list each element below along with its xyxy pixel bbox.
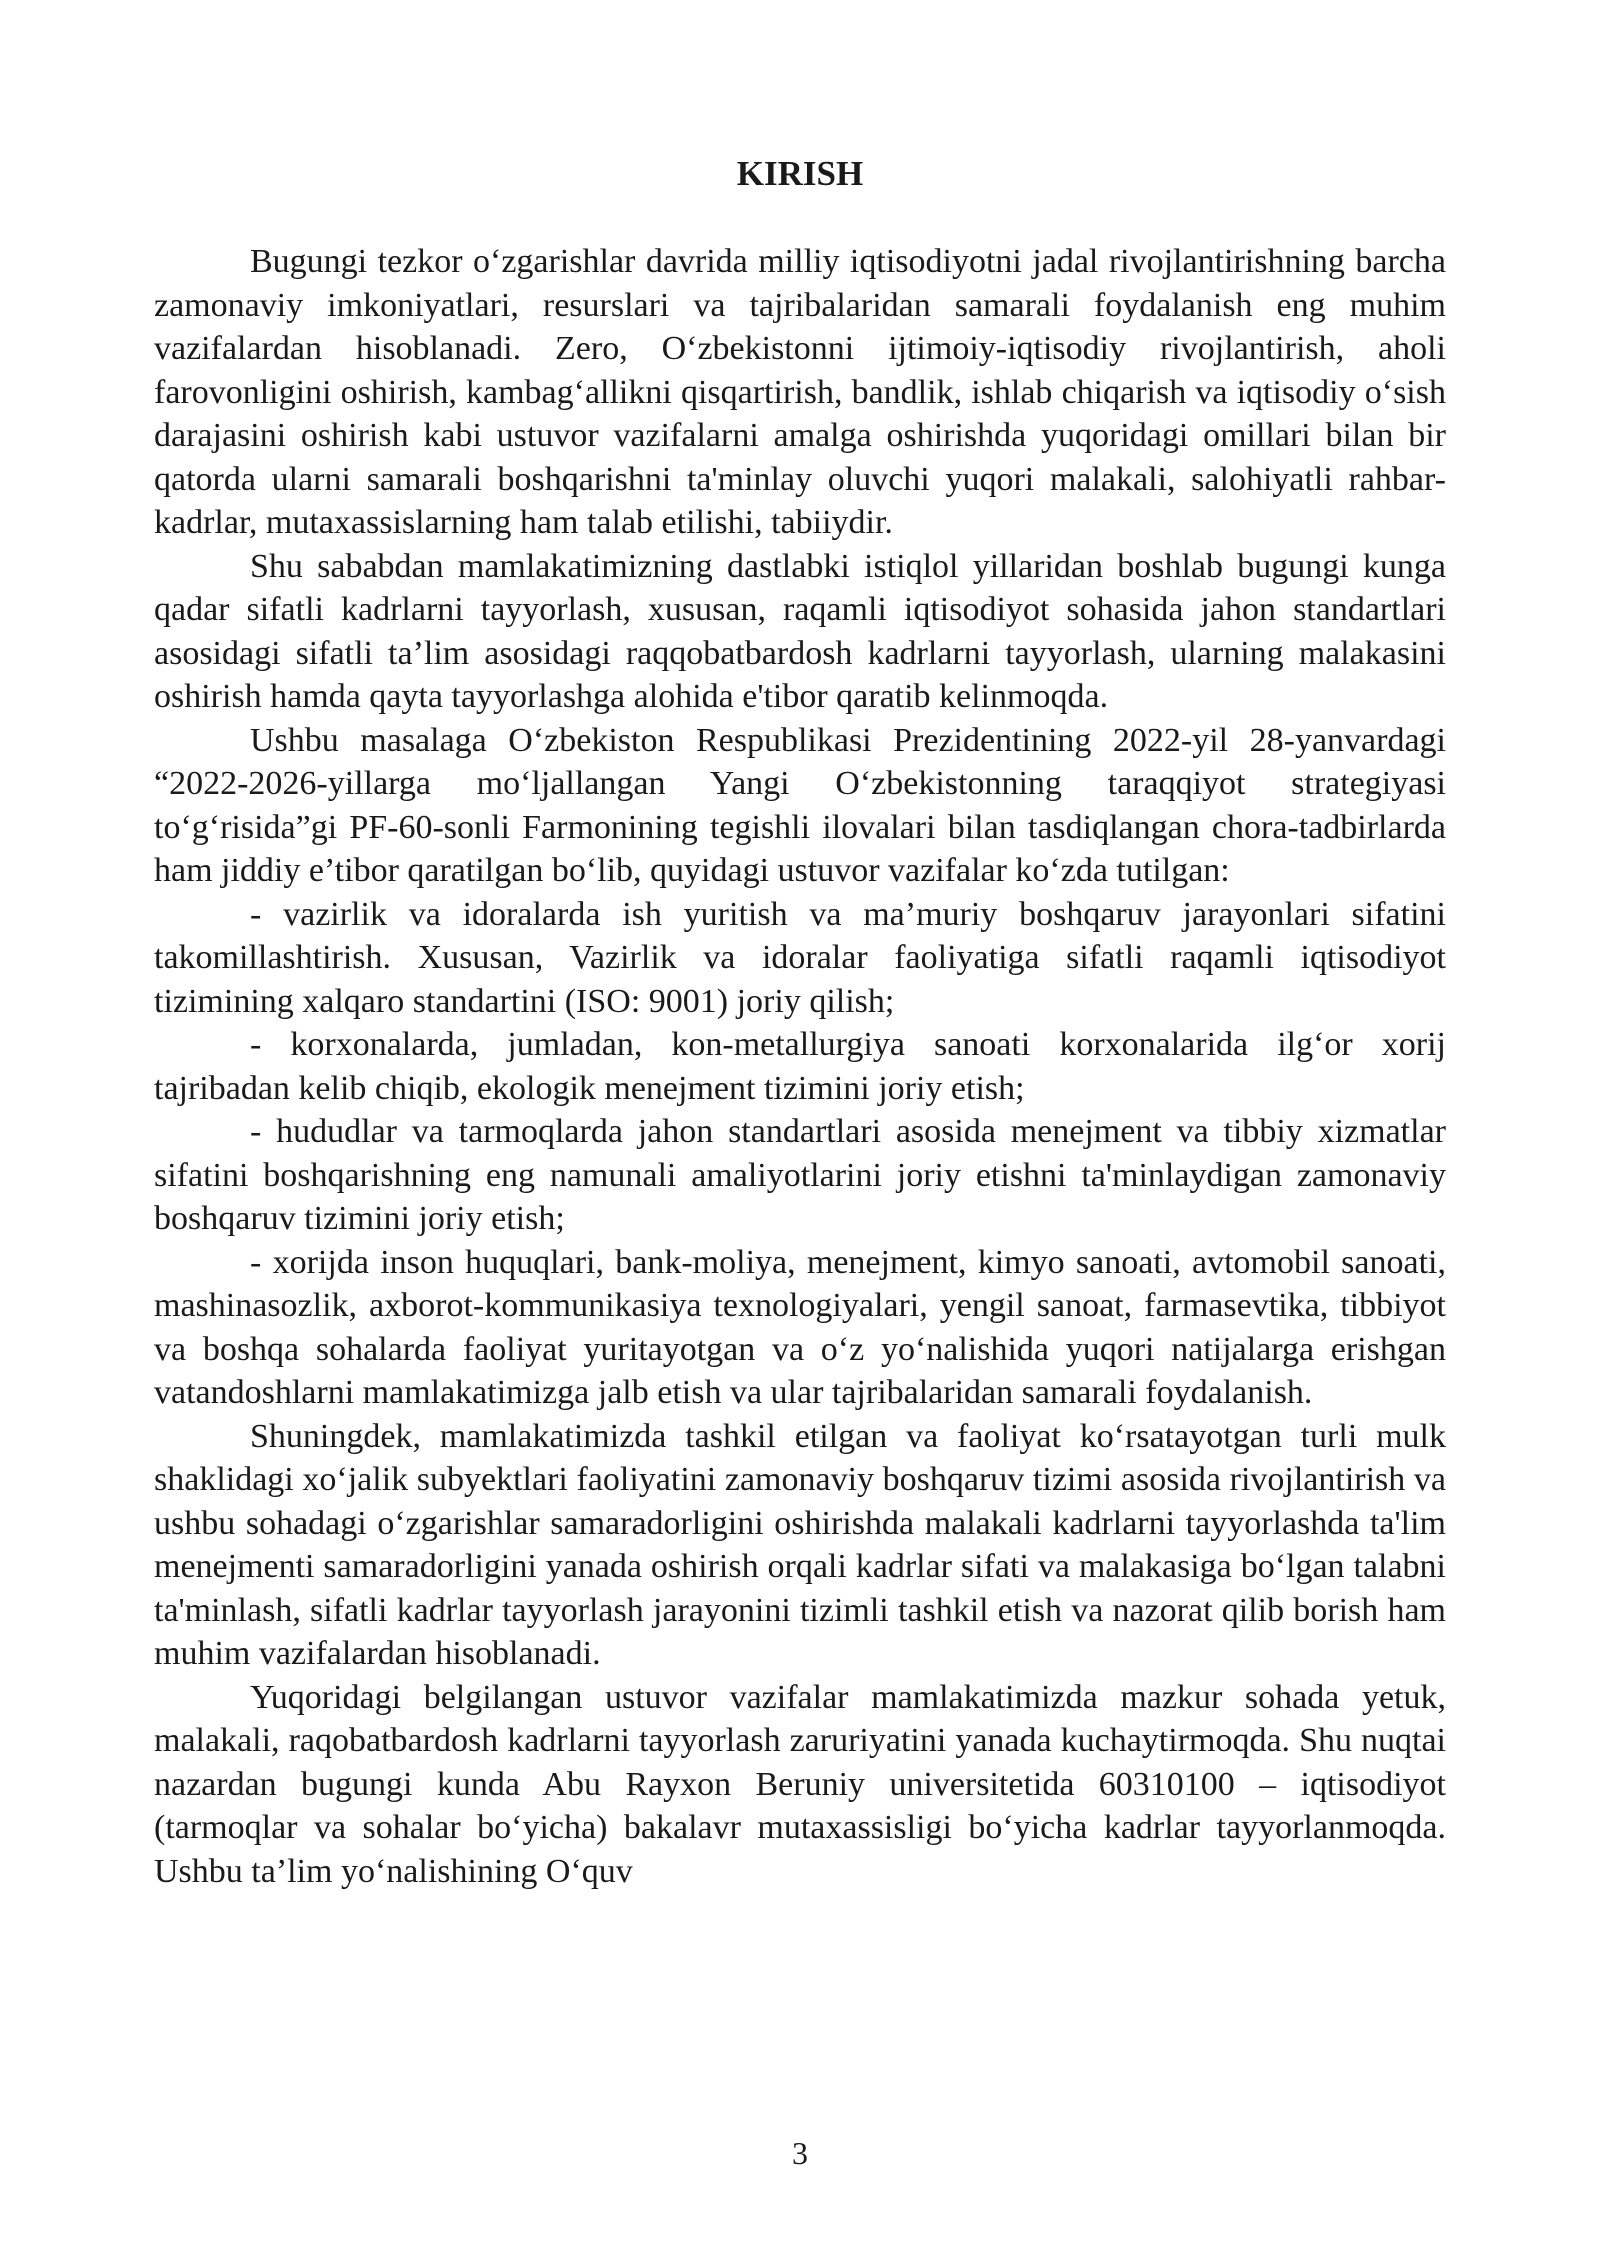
paragraph: Yuqoridagi belgilangan ustuvor vazifalar mamlakatimizda mazkur sohada yetuk, malakali, raqobatbardosh kadrlarni tayyorlash zaruriyatini yanada kuchaytirmoqda. Shu nuqtai nazardan bugungi kunda Abu Rayxon Beruniy universitetida 60310100 – iqtisodiyot (tarmoqlar va sohalar bo‘yicha) bakalavr mutaxassisligi bo‘yicha kadrlar tayyorlanmoqda. Ushbu ta’lim yo‘nalishining O‘quv: [154, 1678, 1446, 1890]
page-title: KIRISH: [736, 154, 864, 193]
paragraph: Shuningdek, mamlakatimizda tashkil etilgan va faoliyat ko‘rsatayotgan turli mulk shaklidagi xo‘jalik subyektlari faoliyatini zamonaviy boshqaruv tizimi asosida rivojlantirish va ushbu sohadagi o‘zgarishlar samaradorligini oshirishda malakali kadrlarni tayyorlashda ta'lim menejmenti samaradorligini yanada oshirish orqali kadrlar sifati va malakasiga bo‘lgan talabni ta'minlash, sifatli kadrlar tayyorlash jarayonini tizimli tashkil etish va nazorat qilib borish ham muhim vazifalardan hisoblanadi.: [154, 1417, 1446, 1672]
list-item: - korxonalarda, jumladan, kon-metallurgiya sanoati korxonalarida ilg‘or xorij tajribadan kelib chiqib, ekologik menejment tizimini joriy etish;: [154, 1026, 1446, 1107]
page-number: 3: [792, 2135, 808, 2171]
paragraph: Bugungi tezkor o‘zgarishlar davrida milliy iqtisodiyotni jadal rivojlantirishning barcha zamonaviy imkoniyatlari, resurslari va tajribalaridan samarali foydalanish eng muhim vazifalardan hisoblanadi. Zero, O‘zbekistonni ijtimoiy-iqtisodiy rivojlantirish, aholi farovonligini oshirish, kambag‘allikni qisqartirish, bandlik, ishlab chiqarish va iqtisodiy o‘sish darajasini oshirish kabi ustuvor vazifalarni amalga oshirishda yuqoridagi omillari bilan bir qatorda ularni samarali boshqarishni ta'minlay oluvchi yuqori malakali, salohiyatli rahbar-kadrlar, mutaxassislarning ham talab etilishi, tabiiydir.: [154, 243, 1446, 541]
body-text: [154, 240, 1446, 1893]
list-item: - hududlar va tarmoqlarda jahon standartlari asosida menejment va tibbiy xizmatlar sifatini boshqarishning eng namunali amaliyotlarini joriy etishni ta'minlaydigan zamonaviy boshqaruv tizimini joriy etish;: [154, 1113, 1446, 1237]
list-item: - vazirlik va idoralarda ish yuritish va ma’muriy boshqaruv jarayonlari sifatini takomillashtirish. Xususan, Vazirlik va idoralar faoliyatiga sifatli raqamli iqtisodiyot tizimining xalqaro standartini (ISO: 9001) joriy qilish;: [154, 895, 1446, 1020]
paragraph: Ushbu masalaga O‘zbekiston Respublikasi Prezidentining 2022-yil 28-yanvardagi “2022-2026-yillarga mo‘ljallangan Yangi O‘zbekistonning taraqqiyot strategiyasi to‘g‘risida”gi PF-60-sonli Farmonining tegishli ilovalari bilan tasdiqlangan chora-tadbirlarda ham jiddiy e’tibor qaratilgan bo‘lib, quyidagi ustuvor vazifalar ko‘zda tutilgan:: [154, 721, 1446, 889]
list-item: - xorijda inson huquqlari, bank-moliya, menejment, kimyo sanoati, avtomobil sanoati, mashinasozlik, axborot-kommunikasiya texnologiyalari, yengil sanoat, farmasevtika, tibbiyot va boshqa sohalarda faoliyat yuritayotgan va o‘z yo‘nalishida yuqori natijalarga erishgan vatandoshlarni mamlakatimizga jalb etish va ular tajribalaridan samarali foydalanish.: [154, 1243, 1446, 1411]
paragraph: Shu sababdan mamlakatimizning dastlabki istiqlol yillaridan boshlab bugungi kunga qadar sifatli kadrlarni tayyorlash, xususan, raqamli iqtisodiyot sohasida jahon standartlari asosidagi sifatli ta’lim asosidagi raqqobatbardosh kadrlarni tayyorlash, ularning malakasini oshirish hamda qayta tayyorlashga alohida e'tibor qaratib kelinmoqda.: [154, 547, 1446, 715]
